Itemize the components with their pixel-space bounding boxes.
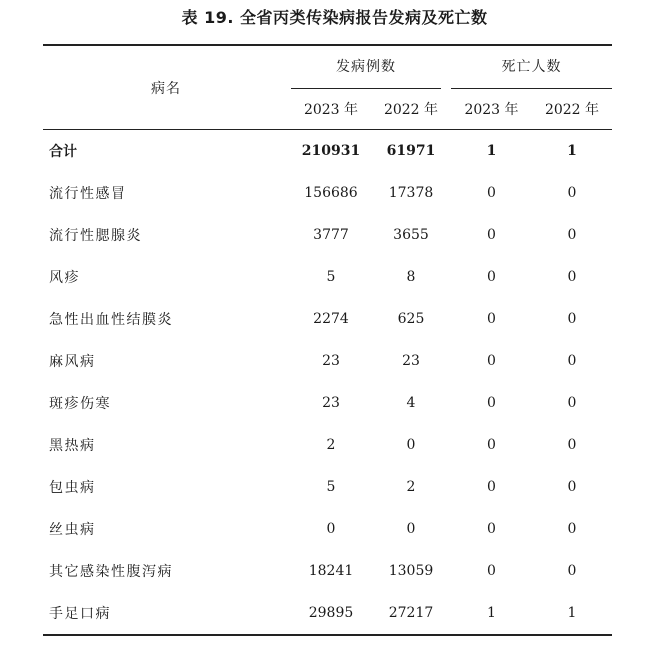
table-row	[43, 340, 612, 382]
cell-cases-2022: 27217	[371, 592, 451, 635]
cell-deaths-2023: 0	[487, 269, 496, 285]
cell-cases-2023: 5	[326, 269, 336, 285]
cell-cases-2022: 23	[402, 353, 420, 369]
table-row	[43, 256, 612, 298]
cell-deaths-2022: 0	[567, 395, 577, 411]
cell-deaths-2022: 0	[567, 437, 577, 453]
cell-cases-2023: 23	[322, 395, 340, 411]
table-row	[43, 214, 612, 256]
row-name: 合计	[49, 144, 77, 160]
row-name: 流行性腮腺炎	[49, 228, 142, 244]
cell-cases-2023: 5	[326, 479, 336, 495]
cell-deaths-2022: 0	[567, 311, 577, 327]
row-name: 风疹	[49, 270, 80, 286]
table-row	[43, 424, 612, 466]
cell-deaths-2022: 0	[567, 521, 577, 537]
cell-deaths-2023: 1	[486, 143, 497, 159]
year-header-cases-2022: 2022 年	[371, 89, 451, 130]
row-name: 丝虫病	[49, 522, 96, 538]
cell-deaths-2022: 0	[567, 479, 577, 495]
cell-cases-2022: 625	[397, 311, 425, 327]
table-row-total	[43, 130, 612, 173]
cell-cases-2022: 0	[406, 437, 416, 453]
cell-cases-2022: 8	[406, 269, 416, 285]
cell-deaths-2023: 0	[487, 353, 496, 369]
deaths-group-label: 死亡人数	[451, 46, 612, 89]
cell-deaths-2022: 0	[567, 563, 577, 579]
cell-cases-2023: 29895	[291, 592, 371, 635]
cell-deaths-2023: 0	[487, 185, 496, 201]
row-name: 包虫病	[49, 480, 96, 496]
table-row	[43, 592, 612, 635]
cell-deaths-2023: 0	[487, 479, 496, 495]
cell-deaths-2023: 0	[487, 311, 496, 327]
cell-deaths-2022: 1	[567, 143, 577, 159]
cell-deaths-2023: 0	[487, 437, 496, 453]
table-row	[43, 466, 612, 508]
cell-cases-2023: 210931	[301, 143, 361, 159]
cell-deaths-2022: 1	[532, 592, 612, 635]
disease-name-header: 病名	[43, 45, 291, 130]
table-row	[43, 550, 612, 592]
cell-deaths-2023: 0	[487, 563, 496, 579]
cell-deaths-2023: 0	[487, 521, 496, 537]
cell-cases-2023: 18241	[308, 563, 354, 579]
cell-cases-2023: 0	[326, 521, 336, 537]
cell-cases-2023: 2274	[313, 311, 349, 327]
cell-cases-2023: 23	[322, 353, 340, 369]
cell-cases-2023: 3777	[313, 227, 349, 243]
table-row	[43, 508, 612, 550]
table-header	[43, 45, 612, 130]
row-name: 流行性感冒	[49, 186, 127, 202]
table-title: 表 19. 全省丙类传染病报告发病及死亡数	[181, 8, 488, 27]
year-header-deaths-2023: 2023 年	[451, 89, 532, 130]
row-name: 急性出血性结膜炎	[49, 312, 173, 328]
cell-deaths-2023: 1	[451, 592, 532, 635]
cell-cases-2022: 61971	[386, 143, 436, 159]
deaths-group-header	[451, 45, 612, 89]
table-row	[43, 298, 612, 340]
cell-deaths-2022: 0	[567, 185, 577, 201]
row-name: 斑疹伤寒	[49, 396, 111, 412]
cell-cases-2022: 17378	[388, 185, 434, 201]
cell-cases-2022: 3655	[393, 227, 429, 243]
year-header-cases-2023: 2023 年	[291, 89, 371, 130]
row-name: 手足口病	[43, 592, 291, 635]
year-header-deaths-2022: 2022 年	[532, 89, 612, 130]
cell-deaths-2022: 0	[567, 269, 577, 285]
cell-cases-2023: 2	[326, 437, 336, 453]
cell-deaths-2023: 0	[487, 227, 496, 243]
row-name: 其它感染性腹泻病	[49, 564, 173, 580]
table-body	[43, 130, 612, 636]
cell-cases-2022: 13059	[388, 563, 434, 579]
cell-deaths-2022: 0	[567, 227, 577, 243]
cases-group-header	[291, 45, 451, 89]
cases-group-label: 发病例数	[291, 46, 441, 89]
row-name: 黑热病	[49, 438, 96, 454]
cell-cases-2022: 4	[406, 395, 416, 411]
cell-cases-2023: 156686	[304, 185, 358, 201]
cell-cases-2022: 2	[406, 479, 416, 495]
disease-table	[43, 44, 612, 636]
row-name: 麻风病	[49, 354, 96, 370]
cell-deaths-2022: 0	[567, 353, 577, 369]
table-row	[43, 172, 612, 214]
cell-deaths-2023: 0	[487, 395, 496, 411]
table-row	[43, 382, 612, 424]
cell-cases-2022: 0	[406, 521, 416, 537]
